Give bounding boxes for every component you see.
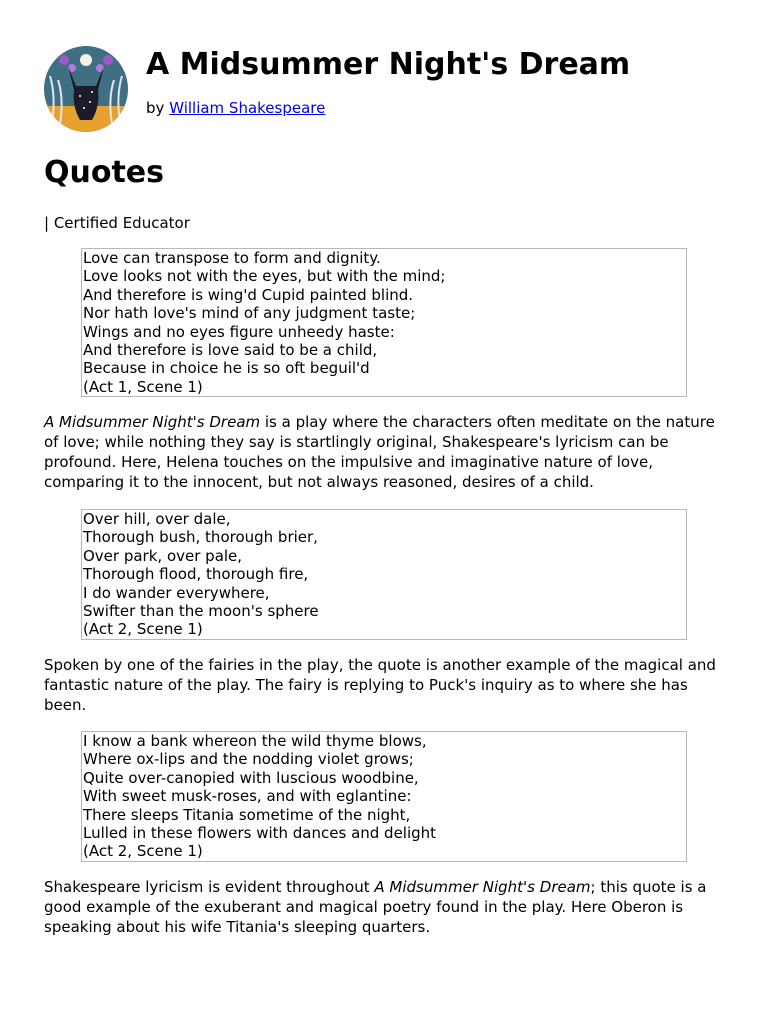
quote-block-2 bbox=[81, 509, 687, 640]
quote-line: I do wander everywhere, bbox=[83, 583, 270, 602]
quote-line: Thorough bush, thorough brier, bbox=[83, 528, 318, 547]
quote-line: Lulled in these flowers with dances and delight bbox=[83, 824, 437, 843]
quote-line: Quite over-canopied with luscious woodbine, bbox=[83, 768, 419, 787]
book-header bbox=[44, 46, 734, 136]
quote-line: Nor hath love's mind of any judgment taste; bbox=[83, 304, 416, 323]
commentary-text: is a play where the characters often meditate on the nature of love; while nothing they say is startlingly original, Shakespeare's lyricism can be profound. Here, Helena touches on the impulsive and imaginative nature of love, comparing it to the innocent, but not always reasoned, desires of a child. bbox=[44, 413, 715, 491]
quote-line: Wings and no eyes figure unheedy haste: bbox=[83, 322, 395, 341]
quote-block-1 bbox=[81, 248, 687, 397]
author-link[interactable]: William Shakespeare bbox=[169, 99, 326, 117]
quote-line: Where ox-lips and the nodding violet grows; bbox=[83, 750, 414, 769]
play-title-italic: A Midsummer Night's Dream bbox=[374, 878, 591, 896]
quote-line: And therefore is wing'd Cupid painted blind. bbox=[83, 285, 414, 304]
donkey-head-icon bbox=[44, 46, 128, 132]
certified-educator-label: | Certified Educator bbox=[44, 214, 190, 232]
byline bbox=[146, 98, 325, 118]
quote-line: Love can transpose to form and dignity. bbox=[83, 249, 381, 267]
play-title-italic: A Midsummer Night's Dream bbox=[44, 413, 261, 431]
commentary-paragraph-2: Spoken by one of the fairies in the play, the quote is another example of the magical and fantastic nature of the play. The fairy is replying to Puck's inquiry as to where she has been. bbox=[44, 656, 716, 714]
by-label: by bbox=[146, 99, 165, 117]
commentary-text: ; this quote is a good example of the exuberant and magical poetry found in the play. Here Oberon is speaking about his wife Titania's sleeping quarters. bbox=[44, 878, 707, 936]
quote-citation: (Act 1, Scene 1) bbox=[83, 377, 203, 396]
quote-line: Love looks not with the eyes, but with the mind; bbox=[83, 267, 446, 286]
quote-citation: (Act 2, Scene 1) bbox=[83, 842, 203, 861]
quote-line: Over hill, over dale, bbox=[83, 510, 231, 528]
quote-block-3 bbox=[81, 731, 687, 862]
commentary-text: Shakespeare lyricism is evident throughout bbox=[44, 878, 375, 896]
quote-line: I know a bank whereon the wild thyme blows, bbox=[83, 732, 427, 750]
commentary-paragraph-3 bbox=[44, 877, 734, 937]
quote-line: Over park, over pale, bbox=[83, 546, 243, 565]
commentary-paragraph-1 bbox=[44, 412, 734, 492]
quote-line: There sleeps Titania sometime of the night, bbox=[83, 805, 411, 824]
section-title: Quotes bbox=[44, 155, 165, 190]
book-cover-image[interactable] bbox=[44, 46, 128, 132]
quote-citation: (Act 2, Scene 1) bbox=[83, 620, 203, 639]
quote-line: Swifter than the moon's sphere bbox=[83, 602, 319, 621]
book-title: A Midsummer Night's Dream bbox=[146, 47, 631, 82]
quote-line: Because in choice he is so oft beguil'd bbox=[83, 359, 370, 378]
quote-line: With sweet musk-roses, and with eglantine: bbox=[83, 787, 412, 806]
quote-line: And therefore is love said to be a child, bbox=[83, 341, 378, 360]
quote-line: Thorough flood, thorough fire, bbox=[83, 565, 309, 584]
